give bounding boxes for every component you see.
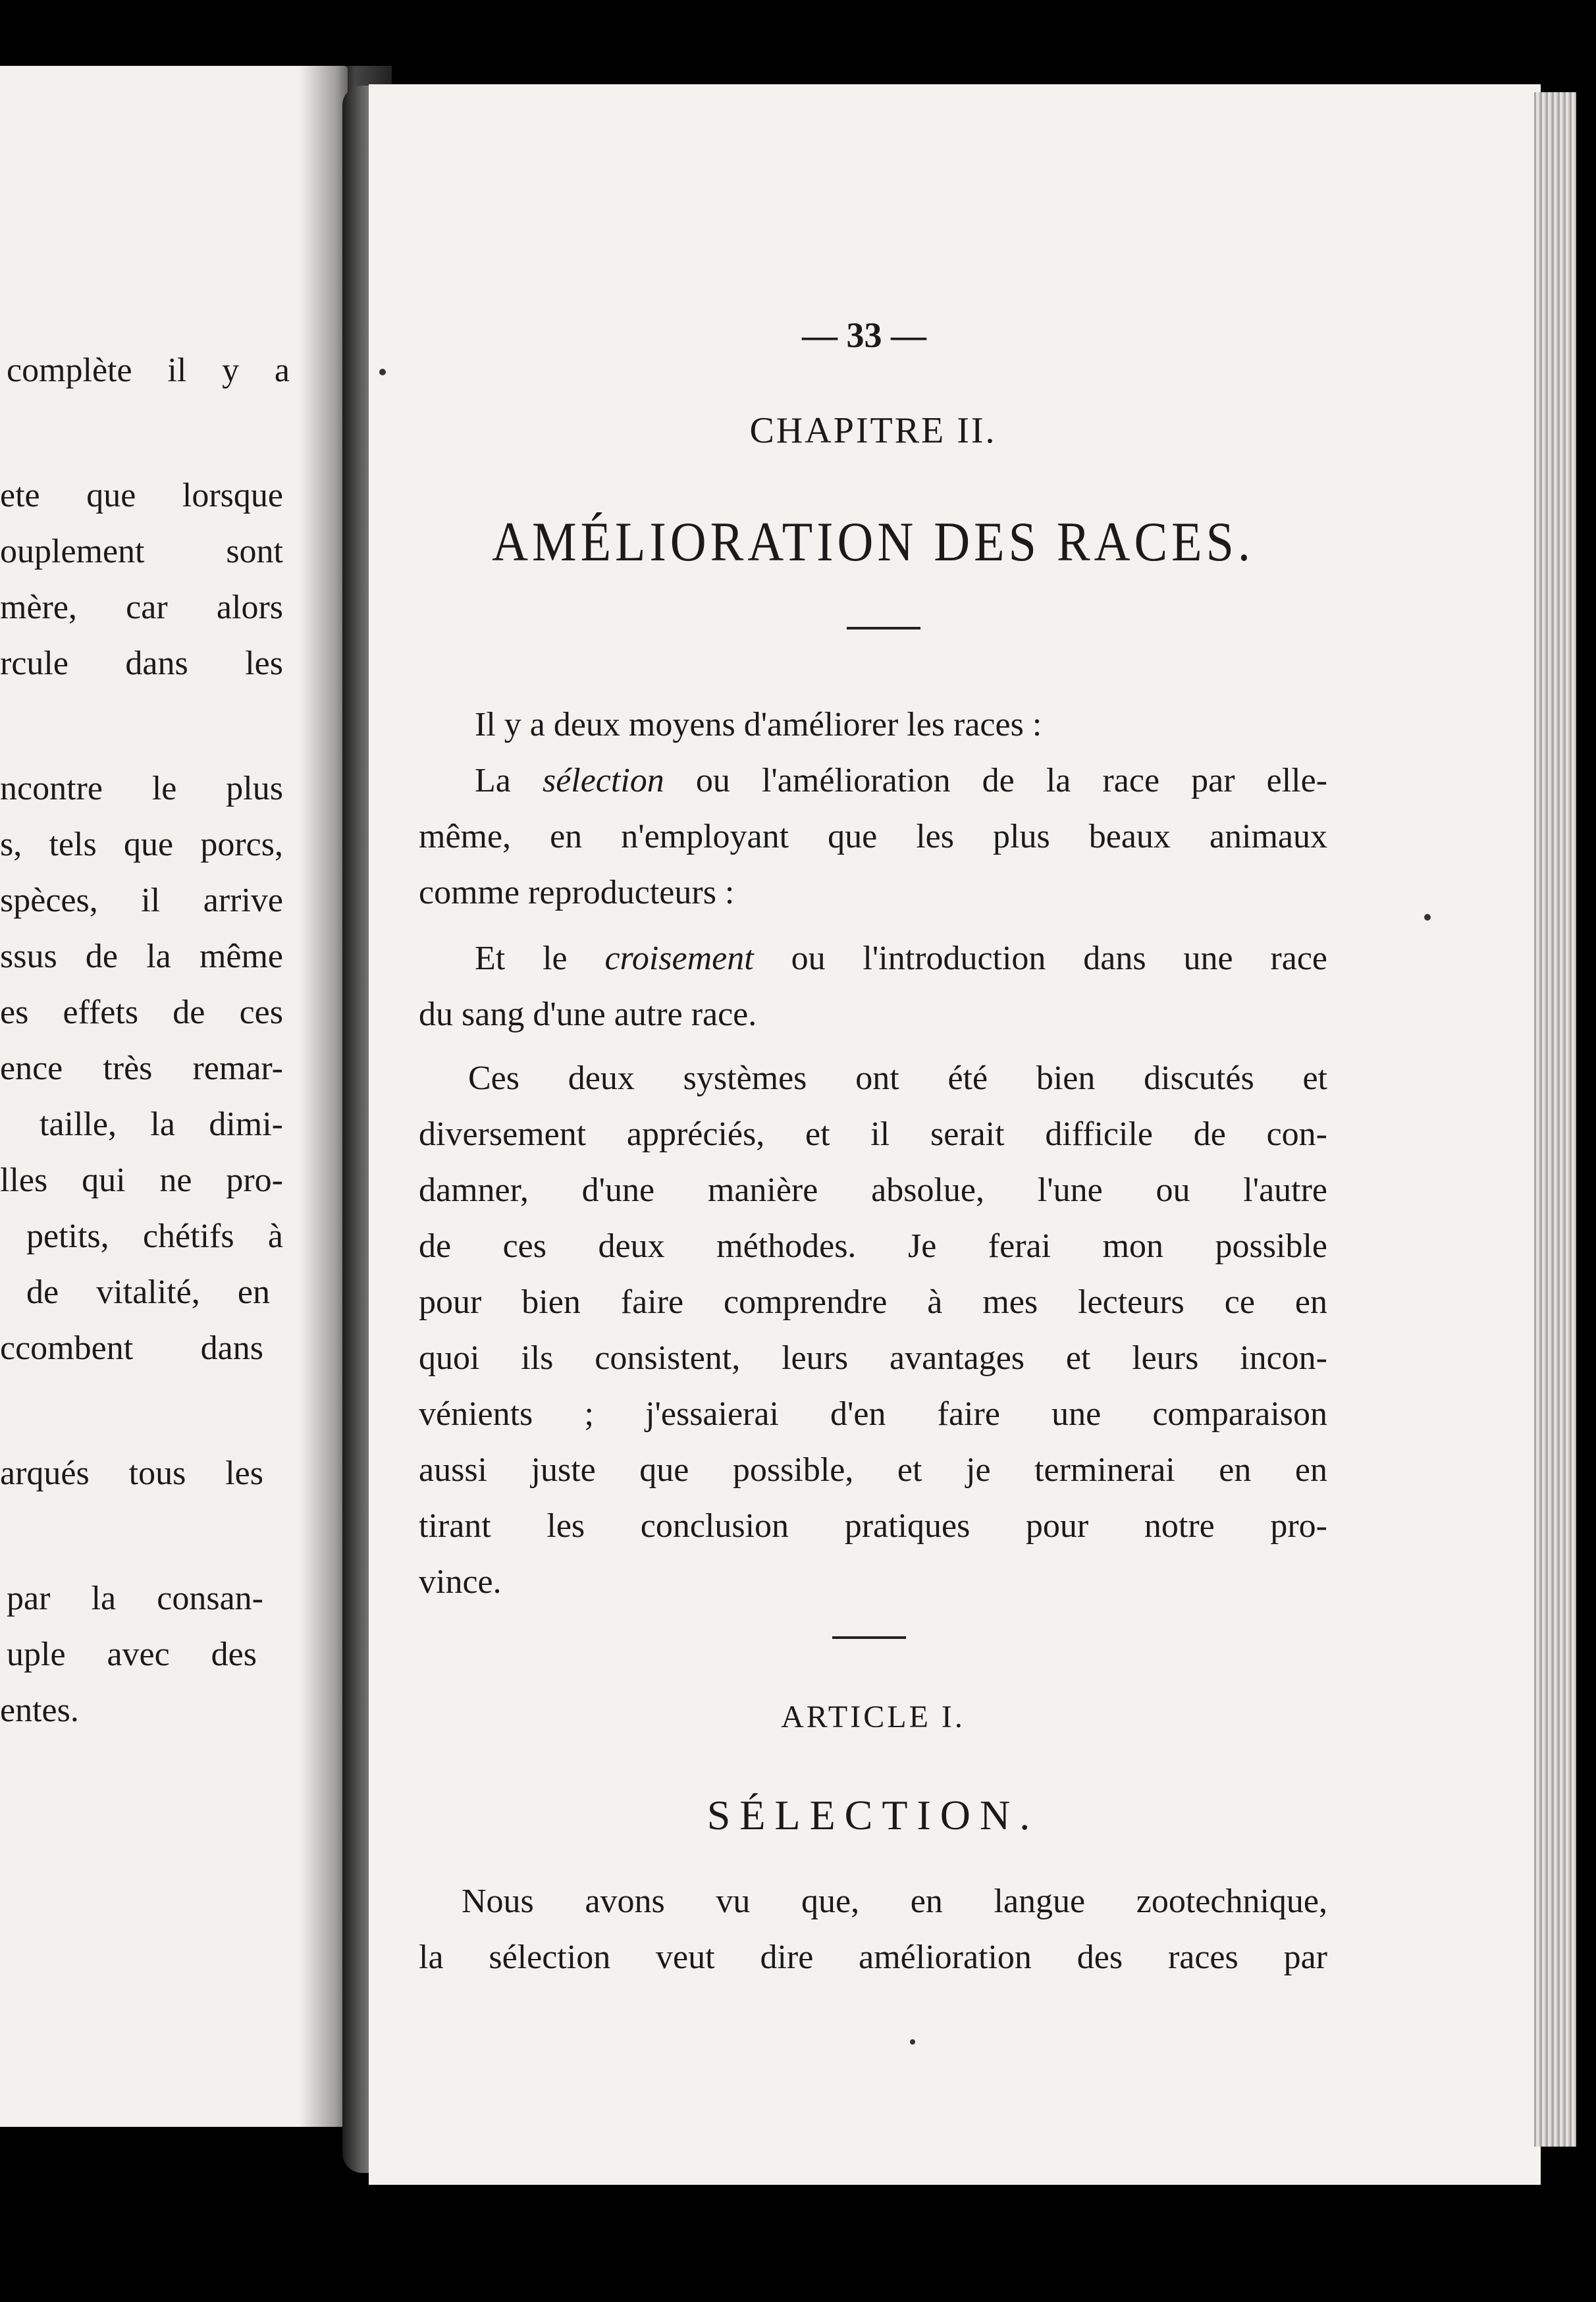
left-line: s, tels que porcs, [0, 826, 283, 863]
paragraph-selection-def [419, 753, 1327, 921]
ink-speck [379, 369, 386, 375]
left-line: ncontre le plus [0, 770, 283, 807]
chapter-heading: CHAPITRE II. [749, 410, 997, 451]
ink-speck [1424, 914, 1431, 921]
para-line: de ces deux méthodes. Je ferai mon possible [419, 1227, 1327, 1265]
section-rule [832, 1636, 906, 1639]
section-title: SÉLECTION. [706, 1792, 1040, 1838]
left-line: lles qui ne pro- [0, 1162, 283, 1199]
para-line: même, en n'employant que les plus beaux animaux [419, 818, 1327, 855]
left-line: arqués tous les [0, 1455, 263, 1492]
para-line: quoi ils consistent, leurs avantages et leurs incon- [419, 1339, 1327, 1377]
para-line: Ces deux systèmes ont été bien discutés et [468, 1059, 1327, 1097]
left-line: ence très remar- [0, 1050, 283, 1087]
left-line: ccombent dans [0, 1329, 263, 1367]
para-line: comme reproducteurs : [419, 874, 735, 911]
left-line: mère, car alors [0, 589, 283, 626]
para-line: aussi juste que possible, et je terminerai en en [419, 1451, 1327, 1489]
para-line: la sélection veut dire amélioration des races par [419, 1939, 1327, 1976]
para-line: damner, d'une manière absolue, l'une ou l'autre [419, 1171, 1327, 1209]
para-line: vince. [419, 1563, 502, 1601]
paragraph-intro [419, 697, 1327, 753]
paragraph-selection-intro [419, 1873, 1327, 1985]
text-run: Et le [475, 940, 605, 977]
left-line: de vitalité, en [26, 1273, 270, 1311]
left-line: es effets de ces [0, 994, 283, 1031]
text-run: La [475, 762, 543, 799]
left-line: entes. [0, 1692, 79, 1729]
para-line [419, 930, 1327, 986]
left-line: complète il y a [7, 352, 290, 389]
ink-speck [910, 2039, 915, 2045]
title-rule [847, 627, 920, 629]
para-line: tirant les conclusion pratiques pour notre pro- [419, 1507, 1327, 1545]
left-line: ete que lorsque [0, 477, 283, 514]
left-line: rcule dans les [0, 645, 283, 682]
left-line: petits, chétifs à [26, 1218, 283, 1255]
text-run: ou l'amélioration de la race par elle- [664, 762, 1328, 799]
chapter-title: AMÉLIORATION DES RACES. [492, 510, 1254, 573]
intro-line: Il y a deux moyens d'améliorer les races : [475, 706, 1042, 743]
article-heading: ARTICLE I. [781, 1700, 965, 1734]
left-line: par la consan- [7, 1580, 263, 1617]
para-line: pour bien faire comprendre à mes lecteurs ce en [419, 1283, 1327, 1321]
page-number: — 33 — [802, 315, 926, 355]
left-line: ouplement sont [0, 533, 283, 570]
paragraph-systems [419, 1050, 1327, 1610]
para-line: du sang d'une autre race. [419, 996, 757, 1033]
text-run: ou l'introduction dans une race [753, 940, 1327, 977]
left-line: ssus de la même [0, 938, 283, 975]
para-line: Nous avons vu que, en langue zootechnique, [462, 1883, 1327, 1920]
left-line: taille, la dimi- [40, 1106, 283, 1143]
left-line: uple avec des [7, 1636, 257, 1673]
page-edges [1534, 92, 1576, 2147]
para-line [419, 753, 1327, 809]
para-line: diversement appréciés, et il serait difficile de con- [419, 1115, 1327, 1153]
left-line: spèces, il arrive [0, 882, 283, 919]
paragraph-croisement-def [419, 930, 1327, 1042]
emphasis-selection: sélection [542, 762, 664, 799]
emphasis-croisement: croisement [604, 940, 754, 977]
para-line: vénients ; j'essaierai d'en faire une comparaison [419, 1395, 1327, 1433]
